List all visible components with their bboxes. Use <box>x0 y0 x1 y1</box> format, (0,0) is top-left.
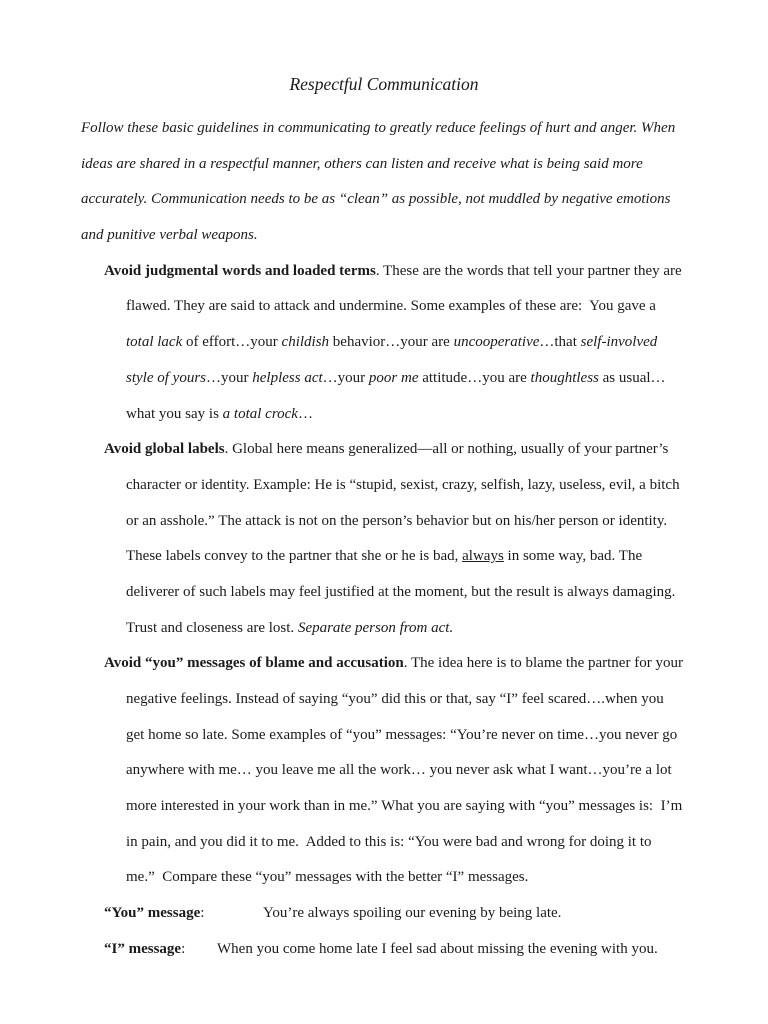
example-label: “I” message <box>104 940 182 957</box>
guideline-line <box>0 254 768 290</box>
guideline-line: anywhere with me… you leave me all the work… you never ask what I want…you’re a lot <box>126 762 672 779</box>
intro-line: ideas are shared in a respectful manner, others can listen and receive what is being said more <box>81 155 643 172</box>
guideline-line: deliverer of such labels may feel justified at the moment, but the result is always damaging. <box>126 583 676 600</box>
guideline-line <box>0 361 768 397</box>
guideline-heading: Avoid judgmental words and loaded terms <box>104 262 376 279</box>
guideline-line <box>0 611 768 647</box>
example-text: When you come home late I feel sad about missing the evening with you. <box>217 940 658 957</box>
body-text: behavior…your are <box>329 334 454 351</box>
italic-example: thoughtless <box>530 369 599 386</box>
guideline-line: get home so late. Some examples of “you” messages: “You’re never on time…you never go <box>126 726 678 743</box>
italic-example: total lack <box>126 334 183 351</box>
guideline-line: more interested in your work than in me.” What you are saying with “you” messages is: I’m <box>126 798 683 815</box>
guideline-line <box>0 397 768 433</box>
guideline-line: flawed. They are said to attack and undermine. Some examples of these are: You gave a <box>126 298 656 315</box>
guideline-line <box>0 646 768 682</box>
body-text: in some way, bad. The <box>503 548 643 565</box>
italic-example: poor me <box>368 369 419 386</box>
guideline-heading: Avoid global labels <box>104 441 225 458</box>
body-text: These labels convey to the partner that she or he is bad, <box>126 548 463 565</box>
guideline-global-labels <box>0 432 768 646</box>
example-text: You’re always spoiling our evening by being late. <box>263 905 562 922</box>
guideline-line: character or identity. Example: He is “stupid, sexist, crazy, selfish, lazy, useless, evil, a bitch <box>126 476 680 493</box>
guideline-heading: Avoid “you” messages of blame and accusation <box>104 655 404 672</box>
underlined-emphasis: always <box>462 548 504 565</box>
intro-paragraph <box>0 111 768 254</box>
italic-example: helpless act <box>252 369 323 386</box>
example-line-i-message <box>0 932 768 968</box>
italic-example: a total crock <box>222 405 298 422</box>
guideline-line <box>0 432 768 468</box>
example-label: “You” message <box>104 905 201 922</box>
guideline-line <box>0 539 768 575</box>
body-text: …that <box>539 334 581 351</box>
guideline-line: in pain, and you did it to me. Added to this is: “You were bad and wrong for doing it to <box>126 833 652 850</box>
body-text: of effort…your <box>182 334 282 351</box>
intro-line: Follow these basic guidelines in communicating to greatly reduce feelings of hurt and anger. When <box>81 120 676 136</box>
guideline-line: me.” Compare these “you” messages with the better “I” messages. <box>126 869 529 886</box>
body-text: what you say is <box>126 405 223 422</box>
body-text: . These are the words that tell your partner they are <box>375 262 682 279</box>
italic-example: uncooperative <box>453 334 540 351</box>
guideline-line: or an asshole.” The attack is not on the person’s behavior but on his/her person or identity. <box>126 512 668 529</box>
body-text: . Global here means generalized—all or nothing, usually of your partner’s <box>224 441 669 458</box>
document-title: Respectful Communication <box>289 74 479 94</box>
italic-example: self-involved <box>580 334 658 351</box>
body-text: …your <box>206 369 253 386</box>
guideline-you-messages <box>0 646 768 896</box>
example-messages <box>0 896 768 967</box>
italic-emphasis: Separate person from act. <box>297 619 454 636</box>
intro-line: and punitive verbal weapons. <box>81 227 258 244</box>
body-text: … <box>297 405 313 422</box>
example-separator: : <box>200 905 205 922</box>
italic-example: style of yours <box>126 369 206 386</box>
intro-line: accurately. Communication needs to be as “clean” as possible, not muddled by negative emotions <box>81 191 671 208</box>
body-text: …your <box>322 369 369 386</box>
body-text: as usual… <box>598 369 666 386</box>
body-text: Trust and closeness are lost. <box>126 619 298 636</box>
example-separator: : <box>181 940 186 957</box>
italic-example: childish <box>281 334 330 351</box>
body-text: . The idea here is to blame the partner for your <box>403 655 683 672</box>
example-line-you-message <box>0 896 768 932</box>
document-body <box>0 111 768 968</box>
guideline-line <box>0 325 768 361</box>
body-text: attitude…you are <box>418 369 531 386</box>
guideline-line: negative feelings. Instead of saying “you” did this or that, say “I” feel scared….when you <box>126 691 664 707</box>
guideline-judgmental-words <box>0 254 768 432</box>
